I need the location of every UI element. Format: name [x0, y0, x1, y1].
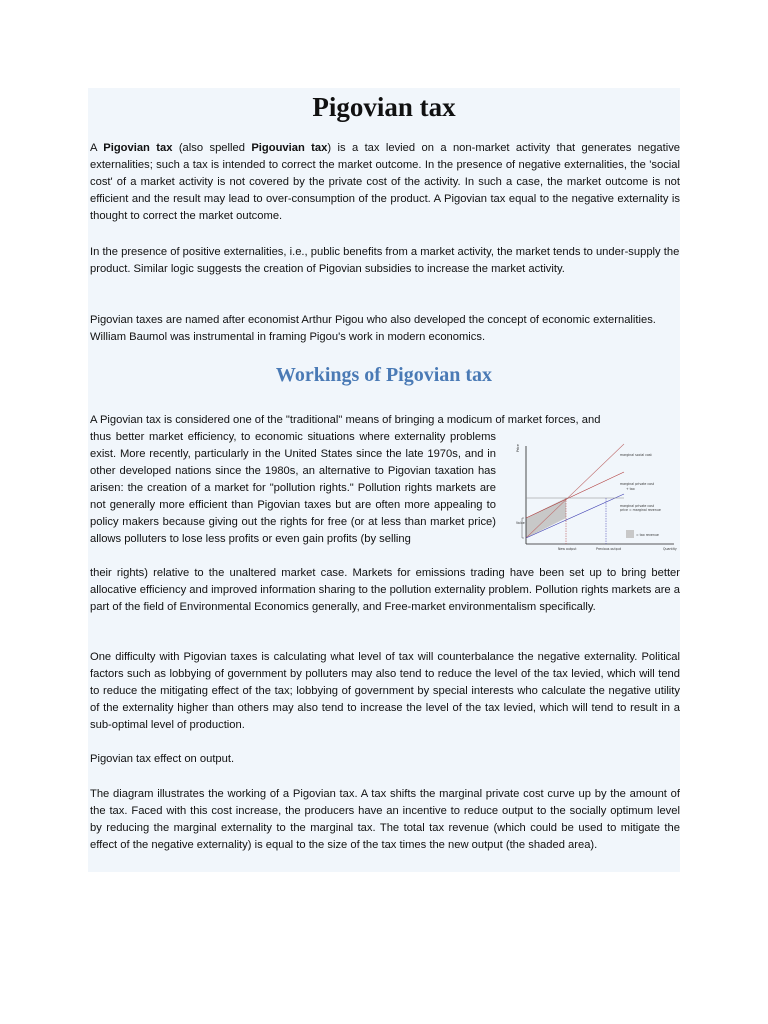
legend-swatch	[626, 530, 634, 538]
workings-paragraph-1-rest: their rights) relative to the unaltered market case. Markets for emissions trading have been set up to bring better allocative efficiency and improved information sharing to the pollution externality problem. Pollution rights markets are a part of the field of Environmental Economics generally, and Free-market environmentalism specifically.	[90, 567, 680, 613]
term-pigouvian-tax: Pigouvian tax	[251, 142, 328, 154]
tick-label-y: Value	[516, 521, 525, 525]
text-run: (also spelled	[172, 142, 252, 154]
label-marginal-private-cost-tax: marginal private cost	[620, 482, 654, 486]
label-marginal-private-cost-tax-2: + tax	[626, 487, 635, 491]
x-axis-label: Quantity	[663, 547, 677, 551]
label-marginal-private-cost: marginal private cost	[620, 504, 654, 508]
label-price-marginal-revenue: price = marginal revenue	[620, 508, 661, 512]
diagram-svg	[516, 440, 680, 558]
marginal-private-cost-plus-tax-curve	[526, 472, 624, 518]
legend-label: = tax revenue	[636, 533, 659, 537]
term-pigovian-tax: Pigovian tax	[103, 142, 173, 154]
section-heading-workings: Workings of Pigovian tax	[275, 364, 493, 386]
diagram-caption: Pigovian tax effect on output.	[90, 753, 235, 765]
intro-paragraph-3: Pigovian taxes are named after economist Arthur Pigou who also developed the concept of economic externalities. William Baumol was instrumental in framing Pigou's work in modern economics.	[90, 314, 656, 343]
y-axis-label: Price	[516, 444, 520, 452]
intro-paragraph-1	[90, 140, 680, 225]
text-run: ) is a tax levied on a non-market activity that generates negative externalities; such a tax is intended to correct the market outcome. In the presence of negative externalities, the 'social cost' of a market activity is not covered by the private cost of the activity. In such a case, the market outcome is not efficient and the result may lead to over-consumption of the product. A Pigovian tax equal to the negative externality is thought to correct the market outcome.	[90, 142, 681, 222]
tick-label-previous-output: Previous output	[596, 547, 621, 551]
intro-paragraph-2: In the presence of positive externalities, i.e., public benefits from a market activity, the market tends to under-supply the product. Similar logic suggests the creation of Pigovian subsidies to increase the market activity.	[90, 246, 680, 275]
pigovian-tax-diagram	[516, 440, 680, 558]
page-title: Pigovian tax	[312, 92, 456, 122]
text-run: A	[90, 142, 104, 154]
workings-paragraph-2: One difficulty with Pigovian taxes is calculating what level of tax will counterbalance the negative externality. Political factors such as lobbying of government by polluters may also tend to reduce the level of the tax levied, which will tend to reduce the mitigating effect of the tax; lobbying of government by special interests who calculate the negative utility of the externality higher than others may also tend to increase the level of the tax levied, which will tend to result in a sub-optimal level of production.	[90, 651, 680, 731]
workings-paragraph-1-line-1: A Pigovian tax is considered one of the "traditional" means of bringing a modicum of market forces, and	[90, 414, 601, 426]
tick-label-new-output: New output	[558, 547, 577, 551]
workings-paragraph-1-wrap: thus better market efficiency, to economic situations where externality problems exist. More recently, particularly in the United States since the late 1970s, and in other developed nations since the 1980s, an alternative to Pigovian taxation has arisen: the creation of a market for "pollution rights." Pollution rights markets are not generally more efficient than Pigovian taxes but are often more appealing to policy makers because giving out the rights for free (or at less than market price) allows polluters to lose less profits or even gain profits (by selling	[90, 431, 496, 545]
marginal-social-cost-curve	[526, 444, 624, 538]
label-marginal-social-cost: marginal social cost	[620, 453, 652, 457]
workings-paragraph-3: The diagram illustrates the working of a Pigovian tax. A tax shifts the marginal private cost curve up by the amount of the tax. Faced with this cost increase, the producers have an incentive to reduce output to the socially optimum level by reducing the marginal externality to the marginal tax. The total tax revenue (which could be used to mitigate the effect of the negative externality) is equal to the size of the tax times the new output (the shaded area).	[90, 788, 680, 851]
document-page	[88, 88, 680, 872]
